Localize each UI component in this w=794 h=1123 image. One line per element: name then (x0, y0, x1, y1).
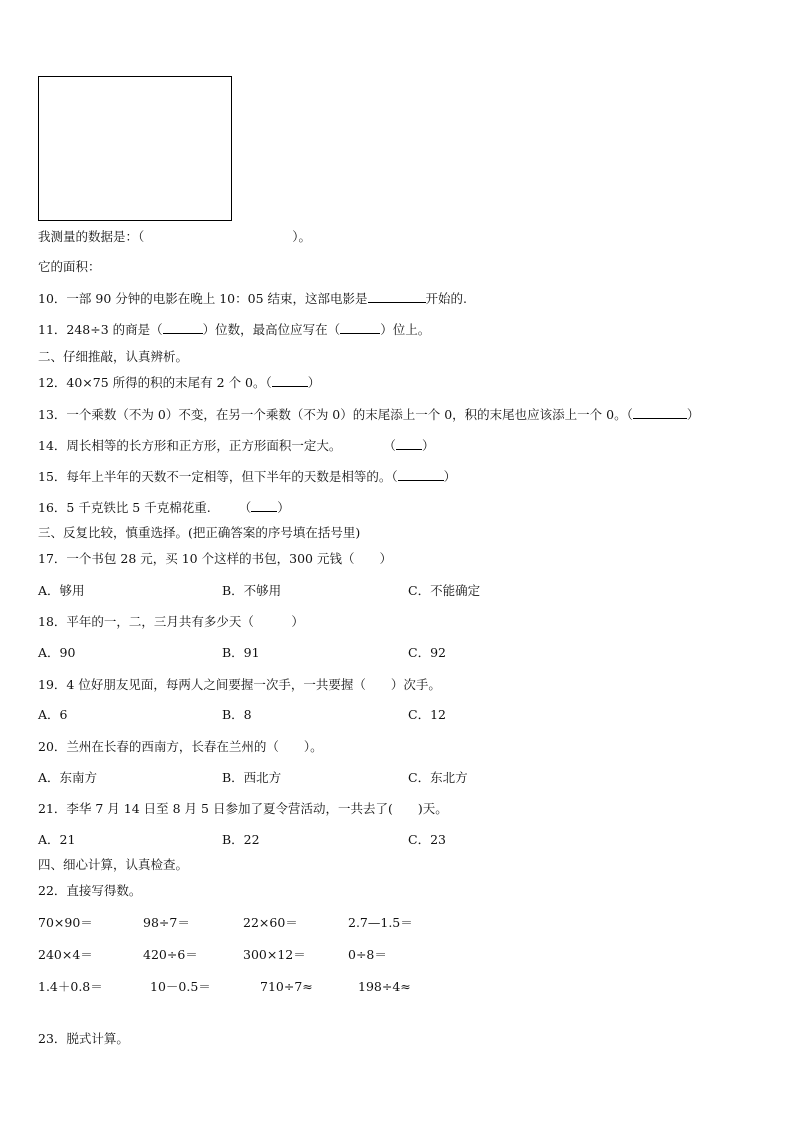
q18-text: 18．平年的一，二，三月共有多少天（ ） (38, 614, 304, 629)
calc-item[interactable]: 198÷4≈ (358, 979, 411, 994)
q20-option-a[interactable]: A．东南方 (38, 770, 98, 785)
calc-item[interactable]: 1.4＋0.8＝ (38, 979, 103, 994)
q19-text: 19．4 位好朋友见面，每两人之间要握一次手，一共要握（ ）次手。 (38, 677, 441, 692)
q21-option-a[interactable]: A．21 (38, 832, 76, 847)
section-4-heading (38, 857, 188, 873)
calc-item[interactable]: 2.7—1.5＝ (348, 915, 413, 930)
q16-open: （ (238, 500, 252, 515)
q11-blank-2[interactable] (340, 322, 380, 334)
question-21 (38, 801, 448, 817)
q15-text: 15．每年上半年的天数不一定相等，但下半年的天数是相等的。（ (38, 469, 398, 484)
question-10 (38, 291, 467, 307)
calc-item[interactable]: 0÷8＝ (348, 947, 387, 962)
measure-data-close: ）。 (292, 229, 312, 244)
q17-option-c[interactable]: C．不能确定 (408, 583, 481, 598)
section-2-heading (38, 349, 188, 365)
q19-option-c[interactable]: C．12 (408, 707, 446, 722)
q21-option-b[interactable]: B．22 (222, 832, 260, 847)
q19-option-a[interactable]: A．6 (38, 707, 68, 722)
q14-open: （ (383, 438, 396, 453)
q13-blank[interactable] (633, 407, 687, 419)
calc-item[interactable]: 70×90＝ (38, 915, 93, 930)
area-label: 它的面积： (38, 259, 101, 274)
area-line (38, 259, 101, 275)
measure-data-line (38, 229, 311, 245)
question-17 (38, 551, 392, 567)
section-3-heading (38, 525, 360, 541)
q18-option-a[interactable]: A．90 (38, 645, 76, 660)
q11-mid: ）位数，最高位应写在（ (202, 322, 341, 337)
q11-blank-1[interactable] (163, 322, 203, 334)
question-15 (38, 469, 456, 485)
question-12 (38, 375, 320, 391)
q14-blank[interactable] (396, 438, 422, 450)
question-20 (38, 739, 323, 755)
q10-blank[interactable] (368, 291, 426, 303)
q22-text: 22．直接写得数。 (38, 883, 142, 898)
q15-blank[interactable] (398, 469, 444, 481)
question-13 (38, 407, 699, 423)
q12-post: ） (307, 375, 321, 390)
q18-option-c[interactable]: C．92 (408, 645, 446, 660)
q15-post: ） (443, 469, 457, 484)
q18-option-b[interactable]: B．91 (222, 645, 260, 660)
calc-item[interactable]: 420÷6＝ (143, 947, 198, 962)
q14-text: 14．周长相等的长方形和正方形，正方形面积一定大。 (38, 438, 342, 453)
calc-item[interactable]: 10－0.5＝ (150, 979, 211, 994)
question-14 (38, 438, 434, 454)
question-11 (38, 322, 430, 338)
question-18 (38, 614, 304, 630)
section-3-title: 三、反复比较，慎重选择。(把正确答案的序号填在括号里) (38, 525, 361, 540)
q11-post: ）位上。 (380, 322, 431, 337)
q20-text: 20．兰州在长春的西南方，长春在兰州的（ ）。 (38, 739, 323, 754)
q12-text: 12．40×75 所得的积的末尾有 2 个 0。（ (38, 375, 272, 390)
question-22 (38, 883, 141, 899)
q13-post: ） (686, 407, 700, 422)
measurement-rectangle (38, 76, 232, 221)
section-4-title: 四、细心计算，认真检查。 (38, 857, 189, 872)
q10-post: 开始的. (425, 291, 468, 306)
q11-text: 11．248÷3 的商是（ (38, 322, 163, 337)
q14-post: ） (421, 438, 435, 453)
q20-option-c[interactable]: C．东北方 (408, 770, 468, 785)
question-23 (38, 1031, 129, 1047)
q17-option-b[interactable]: B．不够用 (222, 583, 282, 598)
calc-item[interactable]: 22×60＝ (243, 915, 298, 930)
q16-text: 16．5 千克铁比 5 千克棉花重. (38, 500, 211, 515)
q16-blank[interactable] (251, 500, 277, 512)
calc-item[interactable]: 240×4＝ (38, 947, 93, 962)
q23-text: 23．脱式计算。 (38, 1031, 129, 1046)
q13-text: 13．一个乘数（不为 0）不变，在另一个乘数（不为 0）的末尾添上一个 0，积的末尾也应该添上一个 0。（ (38, 407, 633, 422)
q21-option-c[interactable]: C．23 (408, 832, 446, 847)
q12-blank[interactable] (272, 375, 308, 387)
q16-post: ） (277, 500, 290, 515)
q10-text: 10．一部 90 分钟的电影在晚上 10：05 结束，这部电影是 (38, 291, 368, 306)
calc-item[interactable]: 300×12＝ (243, 947, 306, 962)
calc-item[interactable]: 710÷7≈ (260, 979, 313, 994)
q17-option-a[interactable]: A．够用 (38, 583, 85, 598)
q21-text: 21．李华 7 月 14 日至 8 月 5 日参加了夏令营活动，一共去了( )天。 (38, 801, 448, 816)
q19-option-b[interactable]: B．8 (222, 707, 252, 722)
question-19 (38, 677, 441, 693)
section-2-title: 二、仔细推敲，认真辨析。 (38, 349, 189, 364)
q20-option-b[interactable]: B．西北方 (222, 770, 282, 785)
calc-item[interactable]: 98÷7＝ (143, 915, 190, 930)
q17-text: 17．一个书包 28 元，买 10 个这样的书包，300 元钱（ ） (38, 551, 392, 566)
measure-data-label: 我测量的数据是：（ (38, 229, 145, 244)
question-16 (38, 500, 290, 516)
